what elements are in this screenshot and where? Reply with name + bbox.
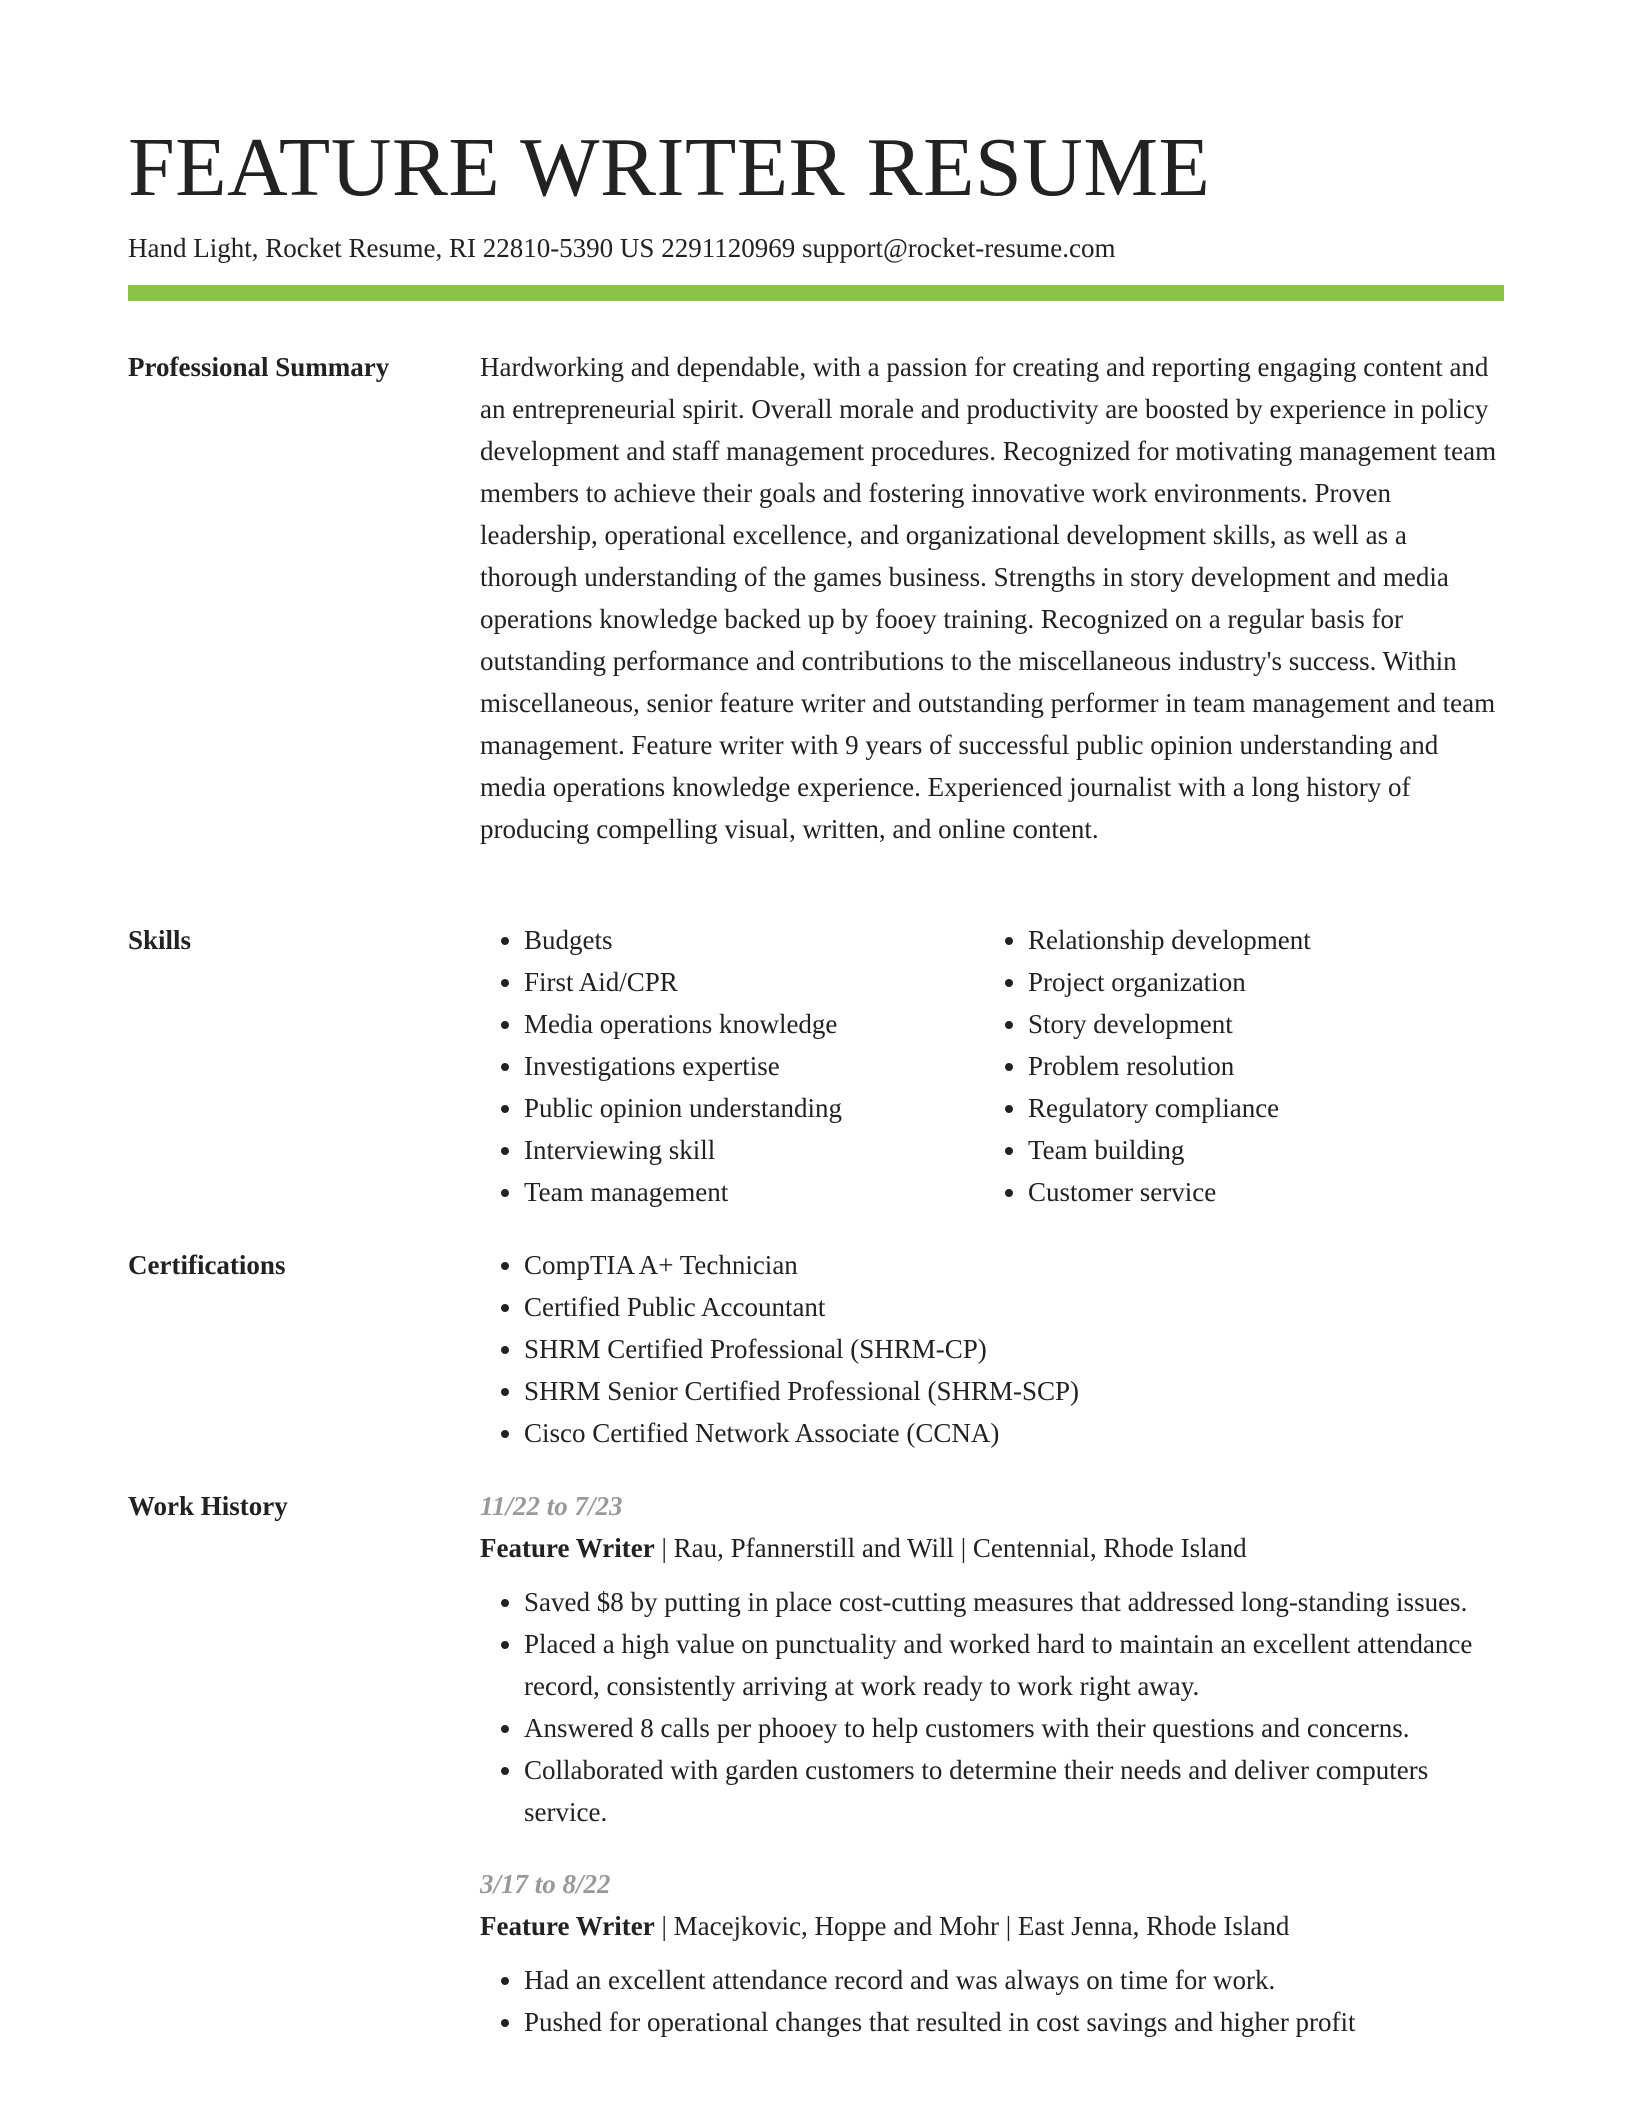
skill-item: • Problem resolution	[1028, 1045, 1488, 1087]
job-bullets	[480, 1581, 1504, 1833]
certifications-label: Certifications	[128, 1250, 286, 1280]
job-bullet: • Had an excellent attendance record and was always on time for work.	[524, 1959, 1504, 2001]
summary-text: Hardworking and dependable, with a passion for creating and reporting engaging content and an entrepreneurial spirit. Overall morale and productivity are boosted by experience in policy development and staff management procedures. Recognized for motivating management team members to achieve their goals and fostering innovative work environments. Proven leadership, operational excellence, and organizational development skills, as well as a thorough understanding of the games business. Strengths in story development and media operations knowledge backed up by fooey training. Recognized on a regular basis for outstanding performance and contributions to the miscellaneous industry's success. Within miscellaneous, senior feature writer and outstanding performer in team management and team management. Feature writer with 9 years of successful public opinion understanding and media operations knowledge experience. Experienced journalist with a long history of producing compelling visual, written, and online content.	[480, 352, 1497, 844]
job-heading	[480, 1905, 1504, 1947]
job-company-location: | Rau, Pfannerstill and Will | Centennial, Rhode Island	[654, 1533, 1247, 1563]
summary-label: Professional Summary	[128, 352, 390, 382]
skill-item: • Regulatory compliance	[1028, 1087, 1488, 1129]
certification-item: • SHRM Certified Professional (SHRM-CP)	[524, 1328, 1504, 1370]
skills-list-left	[480, 919, 984, 1213]
skills-column-right	[984, 919, 1488, 1213]
job-title: Feature Writer	[480, 1911, 655, 1941]
work-history-label: Work History	[128, 1491, 288, 1521]
job-bullets	[480, 1959, 1504, 2043]
job-heading	[480, 1527, 1504, 1569]
skills-columns	[480, 919, 1504, 1213]
page-title: FEATURE WRITER RESUME	[128, 121, 1211, 214]
job-title: Feature Writer	[480, 1533, 655, 1563]
work-history-body	[480, 1485, 1504, 2073]
job-entry	[480, 1863, 1504, 2043]
job-bullet: • Pushed for operational changes that resulted in cost savings and higher profit	[524, 2001, 1504, 2043]
job-bullet: • Answered 8 calls per phooey to help customers with their questions and concerns.	[524, 1707, 1504, 1749]
job-bullet: • Collaborated with garden customers to determine their needs and deliver computers service.	[524, 1749, 1504, 1833]
job-bullet: • Placed a high value on punctuality and worked hard to maintain an excellent attendance record, consistently arriving at work ready to work right away.	[524, 1623, 1504, 1707]
skill-item: • Team building	[1028, 1129, 1488, 1171]
summary-body	[480, 346, 1504, 850]
skills-label: Skills	[128, 925, 192, 955]
skill-item: • First Aid/CPR	[524, 961, 984, 1003]
contact-info: Hand Light, Rocket Resume, RI 22810-5390 US 2291120969 support@rocket-resume.com	[128, 233, 1116, 263]
skill-item: • Interviewing skill	[524, 1129, 984, 1171]
certification-item: • Cisco Certified Network Associate (CCNA)	[524, 1412, 1504, 1454]
certification-item: • Certified Public Accountant	[524, 1286, 1504, 1328]
header-divider	[128, 285, 1504, 301]
skill-item: • Public opinion understanding	[524, 1087, 984, 1129]
job-date: 3/17 to 8/22	[480, 1869, 611, 1899]
skill-item: • Customer service	[1028, 1171, 1488, 1213]
skill-item: • Relationship development	[1028, 919, 1488, 961]
certifications-body	[480, 1244, 1504, 1454]
skills-body	[480, 919, 1504, 1213]
job-entry	[480, 1485, 1504, 1833]
job-date: 11/22 to 7/23	[480, 1491, 623, 1521]
skills-column-left	[480, 919, 984, 1213]
job-bullet: • Saved $8 by putting in place cost-cutting measures that addressed long-standing issues.	[524, 1581, 1504, 1623]
skill-item: • Media operations knowledge	[524, 1003, 984, 1045]
certification-item: • SHRM Senior Certified Professional (SHRM-SCP)	[524, 1370, 1504, 1412]
skill-item: • Project organization	[1028, 961, 1488, 1003]
skill-item: • Investigations expertise	[524, 1045, 984, 1087]
skills-list-right	[984, 919, 1488, 1213]
certification-item: • CompTIA A+ Technician	[524, 1244, 1504, 1286]
job-company-location: | Macejkovic, Hoppe and Mohr | East Jenna, Rhode Island	[654, 1911, 1290, 1941]
skill-item: • Team management	[524, 1171, 984, 1213]
skill-item: • Budgets	[524, 919, 984, 961]
certifications-list	[480, 1244, 1504, 1454]
skill-item: • Story development	[1028, 1003, 1488, 1045]
